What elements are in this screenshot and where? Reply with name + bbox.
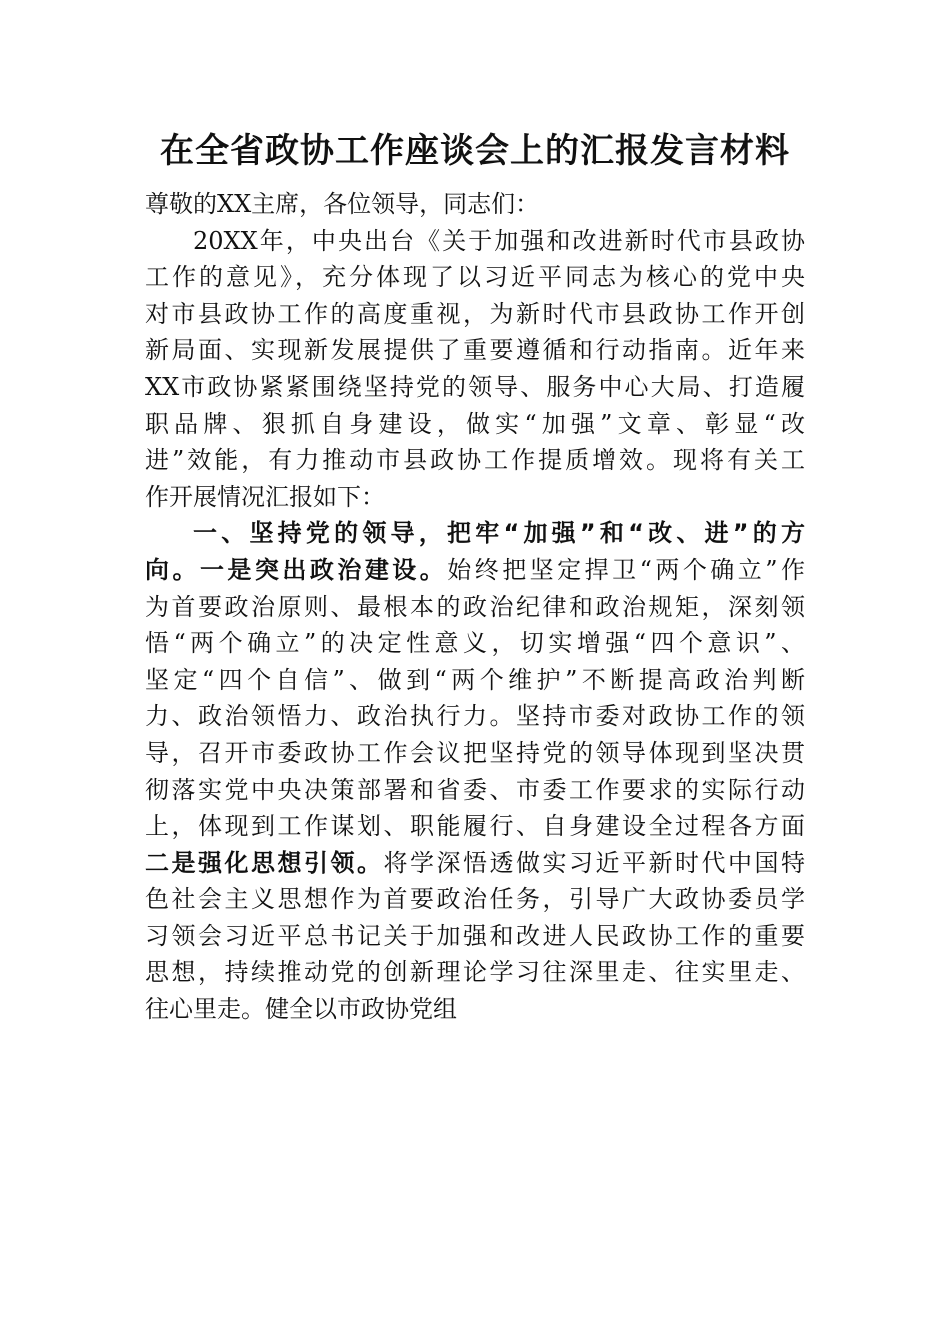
- paragraph-line: 彻落实党中央决策部署和省委、市委工作要求的实际行动: [145, 775, 805, 804]
- section-heading-continuation: [145, 552, 805, 589]
- document-body: [145, 186, 805, 1028]
- paragraph-line: 坚定“四个自信”、做到“两个维护”不断提高政治判断: [145, 665, 805, 694]
- intro-line: XX市政协紧紧围绕坚持党的领导、服务中心大局、打造履: [145, 372, 805, 401]
- intro-line: 职品牌、狠抓自身建设，做实“加强”文章、彰显“改: [145, 409, 805, 438]
- paragraph-line: 上，体现到工作谋划、职能履行、自身建设全过程各方面: [145, 812, 805, 841]
- paragraph-line: 悟“两个确立”的决定性意义，切实增强“四个意识”、: [145, 629, 805, 658]
- paragraph-text: 始终把坚定捍卫“两个确立”作: [447, 555, 805, 584]
- paragraph-line: 力、政治领悟力、政治执行力。坚持市委对政协工作的领: [145, 702, 805, 731]
- paragraph-line: 为首要政治原则、最根本的政治纪律和政治规矩，深刻领: [145, 592, 805, 621]
- paragraph-line: 思想，持续推动党的创新理论学习往深里走、往实里走、: [145, 958, 805, 987]
- intro-line: 对市县政协工作的高度重视，为新时代市县政协工作开创: [145, 299, 805, 328]
- document-title: 在全省政协工作座谈会上的汇报发言材料: [160, 131, 790, 171]
- greeting-line: 尊敬的XX主席，各位领导，同志们：: [145, 190, 540, 218]
- paragraph-line: 导，召开市委政协工作会议把坚持党的领导体现到坚决贯: [145, 738, 805, 767]
- intro-line: 20XX年，中央出台《关于加强和改进新时代市县政协: [193, 226, 805, 255]
- section-heading: 一、坚持党的领导，把牢“加强”和“改、进”的方: [193, 519, 805, 548]
- intro-line: 工作的意见》，充分体现了以习近平同志为核心的党中央: [145, 263, 805, 292]
- subheading-line: [145, 845, 805, 882]
- intro-line: 进”效能，有力推动市县政协工作提质增效。现将有关工: [145, 446, 805, 475]
- paragraph-line: 色社会主义思想作为首要政治任务，引导广大政协委员学: [145, 885, 805, 914]
- subheading-political-building: 向。一是突出政治建设。: [145, 555, 448, 584]
- paragraph-line: 往心里走。健全以市政协党组: [145, 995, 457, 1024]
- subheading-thought-guidance: 二是强化思想引领。: [145, 848, 384, 877]
- paragraph-line: 习领会习近平总书记关于加强和改进人民政协工作的重要: [145, 921, 805, 950]
- intro-line: 作开展情况汇报如下：: [145, 482, 385, 511]
- intro-line: 新局面、实现新发展提供了重要遵循和行动指南。近年来: [145, 336, 805, 365]
- paragraph-text: 将学深悟透做实习近平新时代中国特: [383, 848, 805, 877]
